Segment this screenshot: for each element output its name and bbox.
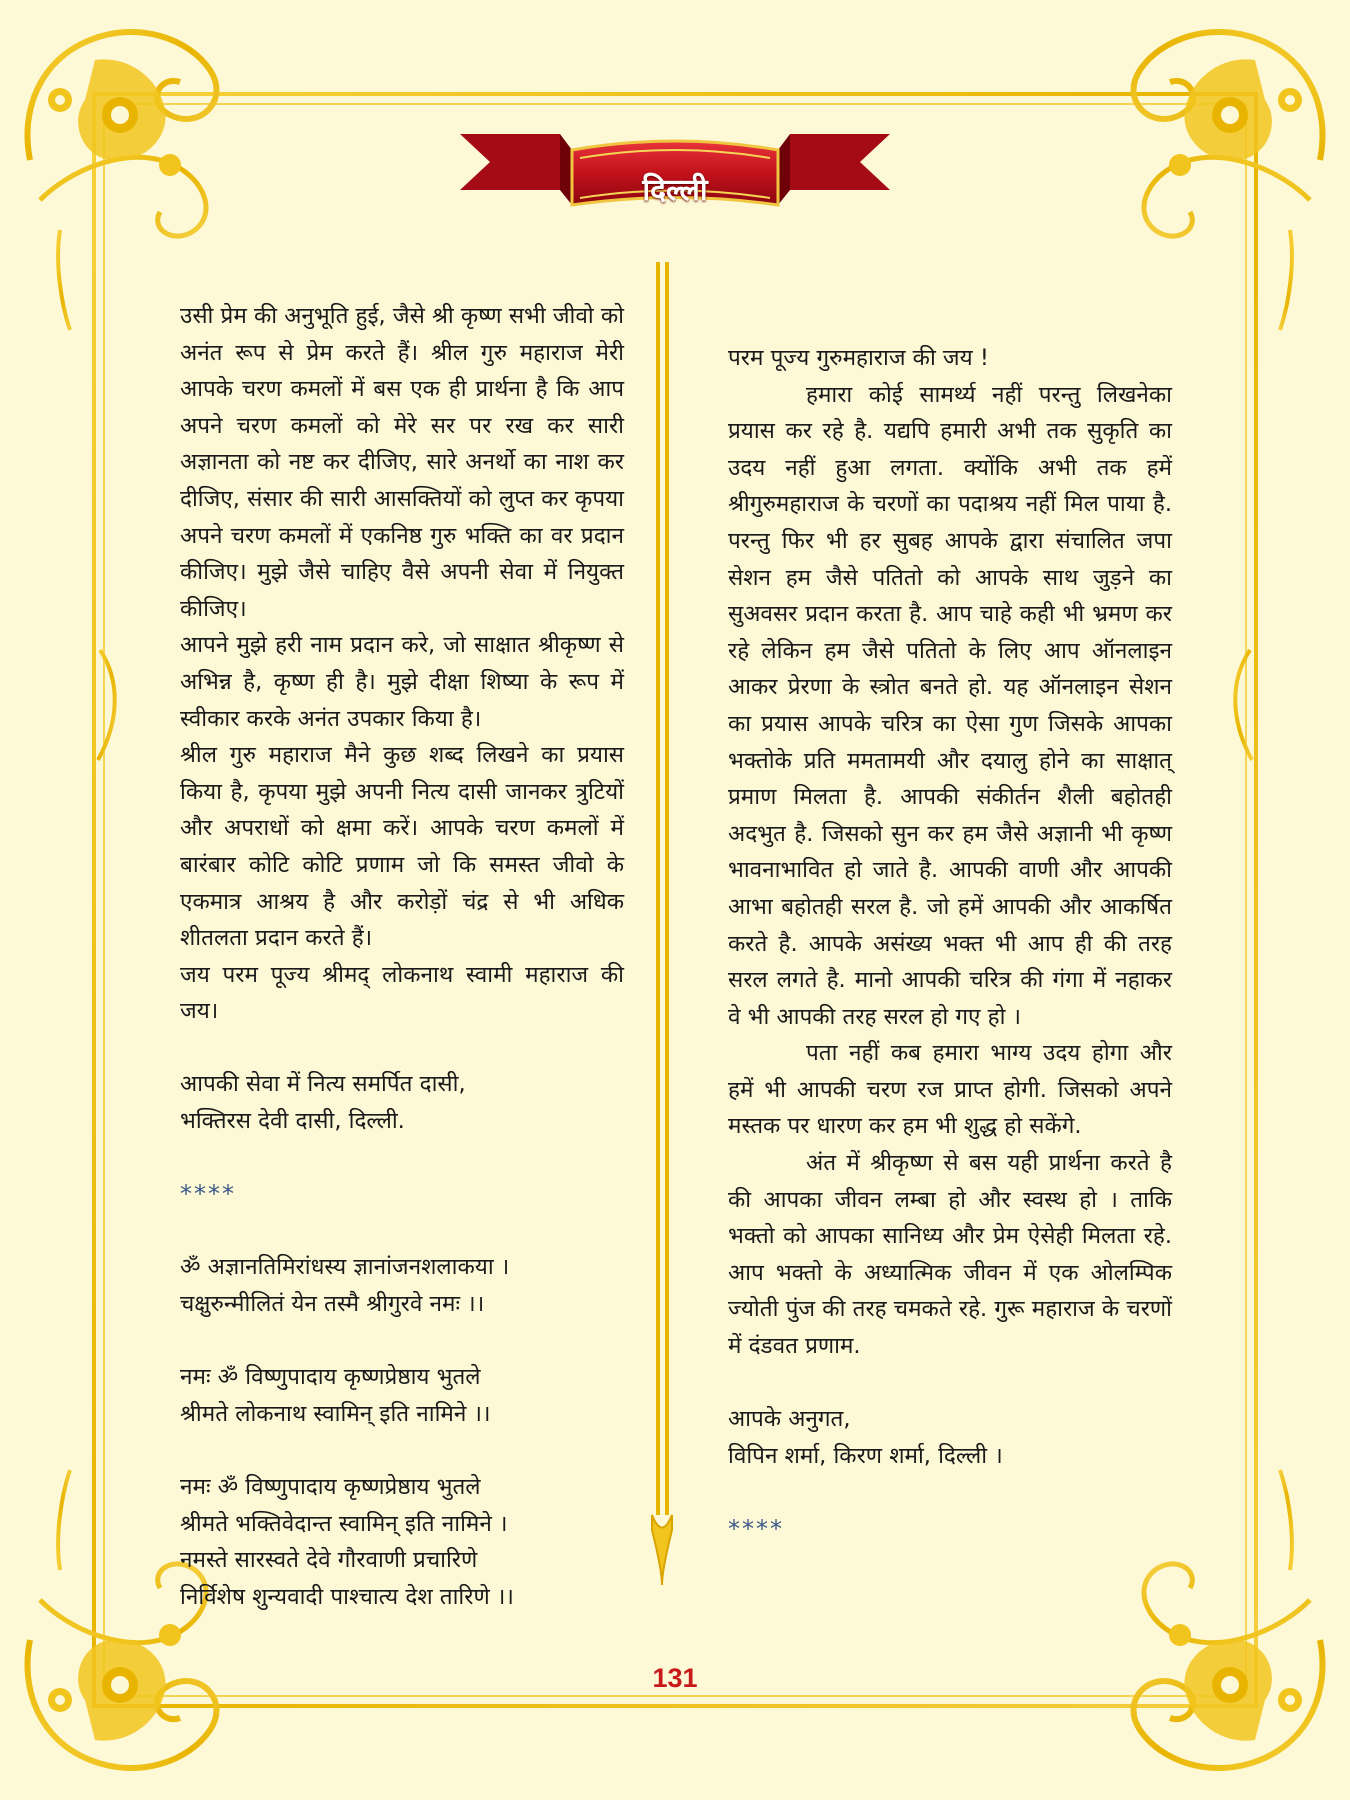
right-paragraph-3: अंत में श्रीकृष्ण से बस यही प्रार्थना करते है की आपका जीवन लम्बा हो और स्वस्थ हो । ताकि भक्तो को आपका सानिध्य और प्रेम ऐसेही मिलता रहे. आप भक्तो के अध्यात्मिक जीवन में एक ओलम्पिक ज्योती पुंज की तरह चमकते रहे. गुरू महाराज के चरणों में दंडवत प्रणाम. <box>728 1150 1172 1360</box>
right-closing-line-2: विपिन शर्मा, किरण शर्मा, दिल्ली । <box>728 1442 1003 1469</box>
page-title: दिल्ली <box>642 173 708 208</box>
right-greeting: परम पूज्य गुरुमहाराज की जय ! <box>728 345 989 371</box>
verse-3-line-3: नमस्ते सारस्वते देवे गौरवाणी प्रचारिणे <box>180 1547 478 1574</box>
verse-3-line-1: नमः ॐ विष्णुपादाय कृष्णप्रेष्ठाय भुतले <box>180 1474 481 1500</box>
left-paragraph-1: उसी प्रेम की अनुभूति हुई, जैसे श्री कृष्ण सभी जीवो को अनंत रूप से प्रेम करते हैं। श्रील गुरु महाराज मेरी आपके चरण कमलों में बस एक ही प्रार्थना है कि आप अपने चरण कमलों को मेरे सर पर रख कर सारी अज्ञानता को नष्ट कर दीजिए, सारे अनर्थो का नाश कर दीजिए, संसार की सारी आसक्तियों को लुप्त कर कृपया अपने चरण कमलों में एकनिष्ठ गुरु भक्ति का वर प्रदान कीजिए। मुझे जैसे चाहिए वैसे अपनी सेवा में नियुक्त कीजिए। <box>180 303 624 622</box>
left-closing-line-1: आपकी सेवा में नित्य समर्पित दासी, <box>180 1071 466 1098</box>
left-column <box>180 298 624 1615</box>
verse-2-line-2: श्रीमते लोकनाथ स्वामिन् इति नामिने ।। <box>180 1400 491 1427</box>
left-separator: **** <box>180 1180 236 1209</box>
right-closing-line-1: आपके अनुगत, <box>728 1406 851 1433</box>
right-separator: **** <box>728 1515 784 1543</box>
left-paragraph-3: श्रील गुरु महाराज मैने कुछ शब्द लिखने का प्रयास किया है, कृपया मुझे अपनी नित्य दासी जानकर त्रुटियों और अपराधों को क्षमा करें। आपके चरण कमलों में बारंबार कोटि कोटि प्रणाम जो कि समस्त जीवो के एकमात्र आश्रय है और करोड़ों चंद्र से भी अधिक शीतलता प्रदान करते हैं। <box>180 742 624 952</box>
left-closing-line-2: भक्तिरस देवी दासी, दिल्ली. <box>180 1108 405 1135</box>
verse-1-line-1: ॐ अज्ञानतिमिरांधस्य ज्ञानांजनशलाकया । <box>180 1254 510 1281</box>
left-paragraph-4: जय परम पूज्य श्रीमद् लोकनाथ स्वामी महाराज की जय। <box>180 961 624 1025</box>
verse-3-line-2: श्रीमते भक्तिवेदान्त स्वामिन् इति नामिने । <box>180 1510 508 1537</box>
page-number: 131 <box>652 1663 698 1693</box>
left-paragraph-2: आपने मुझे हरी नाम प्रदान करे, जो साक्षात श्रीकृष्ण से अभिन्न है, कृष्ण ही है। मुझे दीक्षा शिष्या के रूप में स्वीकार करके अनंत उपकार किया है। <box>180 632 624 732</box>
right-paragraph-2: पता नहीं कब हमारा भाग्य उदय होगा और हमें भी आपकी चरण रज प्राप्त होगी. जिसको अपने मस्तक पर धारण कर हम भी शुद्ध हो सकेंगे. <box>728 1040 1172 1140</box>
verse-2-line-1: नमः ॐ विष्णुपादाय कृष्णप्रेष्ठाय भुतले <box>180 1364 481 1391</box>
verse-3-line-4: निर्विशेष शुन्यवादी पाश्चात्य देश तारिणे ।। <box>180 1583 514 1610</box>
right-column <box>728 340 1172 1548</box>
verse-1-line-2: चक्षुरुन्मीलितं येन तस्मै श्रीगुरवे नमः ।। <box>180 1291 485 1318</box>
right-paragraph-1: हमारा कोई सामर्थ्य नहीं परन्तु लिखनेका प्रयास कर रहे है. यद्यपि हमारी अभी तक सुकृति का उदय नहीं हुआ लगता. क्योंकि अभी तक हमें श्रीगुरुमहाराज के चरणों का पदाश्रय नहीं मिल पाया है. परन्तु फिर भी हर सुबह आपके द्वारा संचालित जपा सेशन हम जैसे पतितो को आपके साथ जुड़ने का सुअवसर प्रदान करता है. आप चाहे कही भी भ्रमण कर रहे लेकिन हम जैसे पतितो के लिए आप ऑनलाइन आकर प्रेरणा के स्त्रोत बनते हो. यह ऑनलाइन सेशन का प्रयास आपके चरित्र का ऐसा गुण जिसके आपका भक्तोके प्रति ममतामयी और दयालु होने का साक्षात् प्रमाण मिलता है. आपकी संकीर्तन शैली बहोतही अदभुत है. जिसको सुन कर हम जैसे अज्ञानी भी कृष्ण भावनाभावित हो जाते है. आपकी वाणी और आपकी आभा बहोतही सरल है. जो हमें आपकी और आकर्षित करते है. आपके असंख्य भक्त भी आप ही की तरह सरल लगते है. मानो आपकी चरित्र की गंगा में नहाकर वे भी आपकी तरह सरल हो गए हो । <box>728 381 1172 1030</box>
